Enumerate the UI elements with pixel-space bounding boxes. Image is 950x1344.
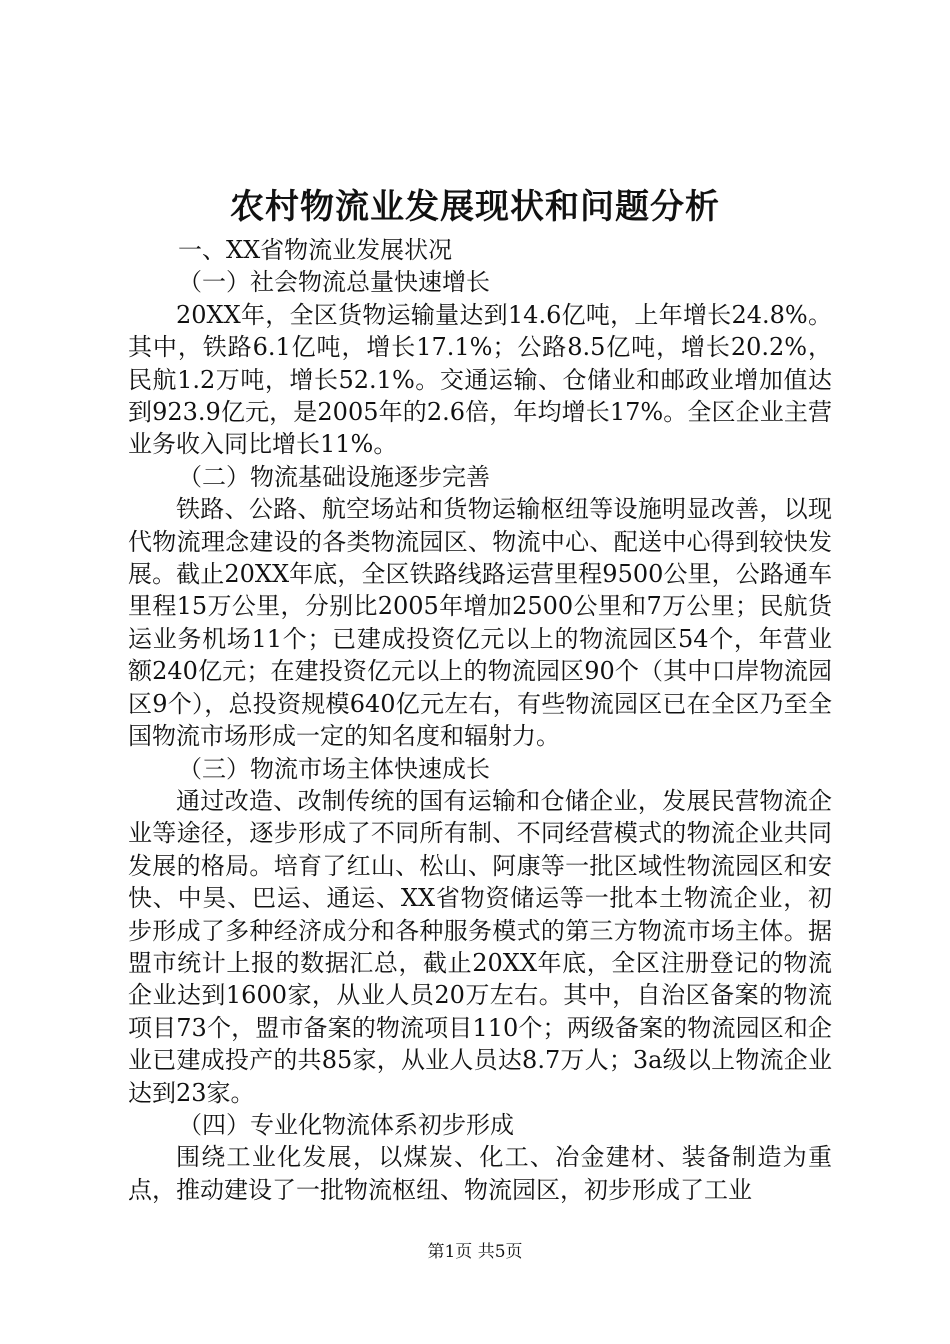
document-title: 农村物流业发展现状和问题分析 xyxy=(230,187,720,227)
subsection-heading: （四）专业化物流体系初步形成 xyxy=(178,1110,514,1139)
body-paragraph: 围绕工业化发展，以煤炭、化工、冶金建材、装备制造为重点，推动建设了一批物流枢纽、物流园区，初步形成了工业 xyxy=(128,1143,832,1204)
subsection-heading: （二）物流基础设施逐步完善 xyxy=(178,462,490,491)
page-number-footer: 第1页 共5页 xyxy=(427,1242,523,1262)
subsection-heading: （三）物流市场主体快速成长 xyxy=(178,754,490,783)
body-paragraph: 铁路、公路、航空场站和货物运输枢纽等设施明显改善，以现代物流理念建设的各类物流园区、物流中心、配送中心得到较快发展。截止20XX年底，全区铁路线路运营里程9500公里，公路通车里程15万公里，分别比2005年增加2500公里和7万公里；民航货运业务机场11个；已建成投资亿元以上的物流园区54个，年营业额240亿元；在建投资亿元以上的物流园区90个（其中口岸物流园区9个），总投资规模640亿元左右，有些物流园区已在全区乃至全国物流市场形成一定的知名度和辐射力。 xyxy=(128,495,832,751)
body-paragraph: 通过改造、改制传统的国有运输和仓储企业，发展民营物流企业等途径，逐步形成了不同所有制、不同经营模式的物流企业共同发展的格局。培育了红山、松山、阿康等一批区域性物流园区和安快、中昊、巴运、通运、XX省物资储运等一批本土物流企业，初步形成了多种经济成分和各种服务模式的第三方物流市场主体。据盟市统计上报的数据汇总，截止20XX年底，全区注册登记的物流企业达到1600家，从业人员20万左右。其中，自治区备案的物流项目73个，盟市备案的物流项目110个；两级备案的物流园区和企业已建成投产的共85家，从业人员达8.7万人；3a级以上物流企业达到23家。 xyxy=(128,786,832,1107)
subsection-heading: （一）社会物流总量快速增长 xyxy=(178,268,490,297)
body-paragraph: 20XX年，全区货物运输量达到14.6亿吨，上年增长24.8%。其中，铁路6.1亿吨，增长17.1%；公路8.5亿吨，增长20.2%，民航1.2万吨，增长52.1%。交通运输、仓储业和邮政业增加值达到923.9亿元，是2005年的2.6倍，年均增长17%。全区企业主营业务收入同比增长11%。 xyxy=(128,300,832,459)
section-heading: 一、XX省物流业发展状况 xyxy=(178,236,453,264)
document-body xyxy=(128,234,832,1206)
